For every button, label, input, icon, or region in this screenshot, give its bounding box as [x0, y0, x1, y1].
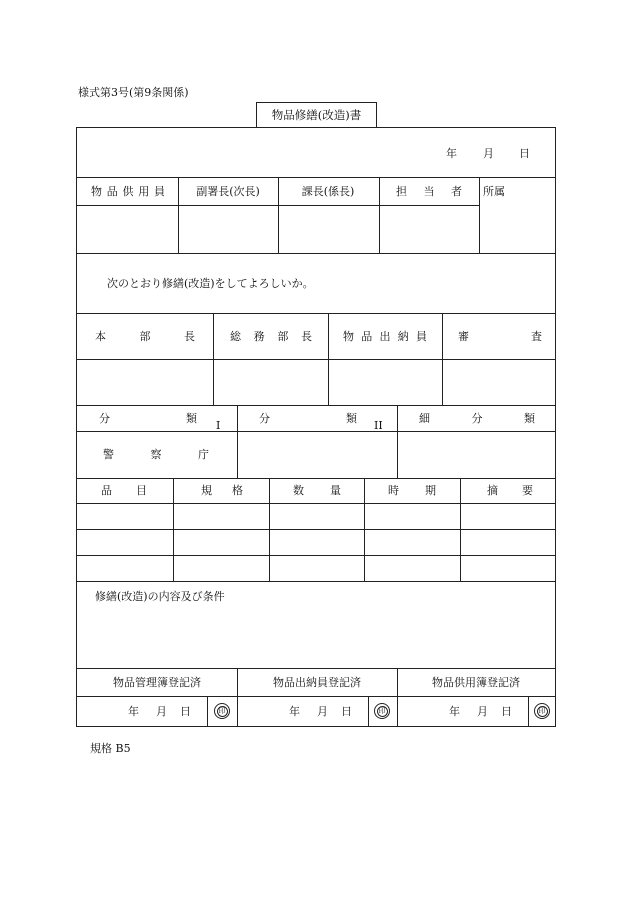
- reg1-day: 日: [180, 705, 191, 718]
- reg3-month: 月: [477, 705, 488, 718]
- col-class-2: [397, 405, 398, 478]
- rule-approval2-bottom: [77, 405, 555, 406]
- header-item: 品 目: [101, 484, 147, 497]
- col-approval1-3: [379, 177, 380, 253]
- header-affiliation: 所属: [483, 185, 505, 198]
- col-approval2-2: [328, 313, 329, 405]
- col-items-2: [269, 478, 270, 581]
- rule-date-bottom: [77, 177, 555, 178]
- value-agency: 警 察 庁: [103, 448, 209, 461]
- header-class-2: 分 類: [259, 412, 357, 425]
- header-class-1: 分 類: [99, 412, 197, 425]
- col-approval2-1: [213, 313, 214, 405]
- col-approval2-3: [442, 313, 443, 405]
- rule-registration-header: [77, 696, 555, 697]
- paper-size-spec: 規格 B5: [90, 742, 131, 755]
- col-reg-seal-1: [207, 696, 208, 726]
- rule-class-bottom: [77, 478, 555, 479]
- header-accounting-register: 物品出納員登記済: [273, 676, 361, 689]
- rule-items-row2: [77, 555, 555, 556]
- date-month: 月: [483, 147, 494, 160]
- header-person-in-charge: 担 当 者: [396, 185, 462, 198]
- col-reg-seal-3: [528, 696, 529, 726]
- col-class-1: [237, 405, 238, 478]
- col-approval1-2: [278, 177, 279, 253]
- conditions-label: 修繕(改造)の内容及び条件: [95, 590, 225, 603]
- header-spec: 規 格: [201, 484, 243, 497]
- date-year: 年: [446, 147, 457, 160]
- reg3-day: 日: [501, 705, 512, 718]
- request-text: 次のとおり修繕(改造)をしてよろしいか。: [107, 277, 314, 290]
- header-supply-register: 物品供用簿登記済: [432, 676, 520, 689]
- header-quantity: 数 量: [293, 484, 341, 497]
- col-approval1-1: [178, 177, 179, 253]
- header-accounting-officer: 物 品 出 納 員: [343, 330, 427, 343]
- seal-mark-3: 印: [534, 703, 550, 719]
- header-general-affairs: 総 務 部 長: [230, 330, 312, 343]
- rule-items-bottom: [77, 581, 555, 582]
- rule-items-row1: [77, 529, 555, 530]
- col-items-1: [173, 478, 174, 581]
- reg2-day: 日: [341, 705, 352, 718]
- rule-class-header: [77, 431, 555, 432]
- header-deputy-chief: 副署長(次長): [196, 185, 260, 198]
- col-approval1-4: [479, 177, 480, 253]
- reg1-year: 年: [128, 705, 139, 718]
- col-items-4: [460, 478, 461, 581]
- rule-approval2-header: [77, 359, 555, 360]
- rule-conditions-bottom: [77, 668, 555, 669]
- col-items-3: [364, 478, 365, 581]
- reg2-month: 月: [317, 705, 328, 718]
- form-table: [76, 127, 556, 727]
- reg3-year: 年: [449, 705, 460, 718]
- header-period: 時 期: [388, 484, 436, 497]
- header-director: 本 部 長: [95, 330, 195, 343]
- date-day: 日: [519, 147, 530, 160]
- header-management-register: 物品管理簿登記済: [113, 676, 201, 689]
- header-audit: 審 査: [458, 330, 542, 343]
- header-remarks: 摘 要: [487, 484, 533, 497]
- rule-request-bottom: [77, 313, 555, 314]
- seal-mark-2: 印: [374, 703, 390, 719]
- header-section-chief: 課長(係長): [301, 185, 355, 198]
- roman-numeral-1: I: [216, 419, 221, 432]
- header-subclass: 細 分 類: [419, 412, 535, 425]
- form-number: 様式第3号(第9条関係): [78, 86, 189, 99]
- col-reg-seal-2: [368, 696, 369, 726]
- rule-approval1-bottom: [77, 253, 555, 254]
- rule-items-header: [77, 503, 555, 504]
- roman-numeral-2: II: [374, 419, 383, 432]
- header-supply-officer: 物 品 供 用 員: [91, 185, 165, 198]
- reg1-month: 月: [156, 705, 167, 718]
- seal-mark-1: 印: [214, 703, 230, 719]
- form-title: 物品修繕(改造)書: [256, 102, 377, 127]
- reg2-year: 年: [289, 705, 300, 718]
